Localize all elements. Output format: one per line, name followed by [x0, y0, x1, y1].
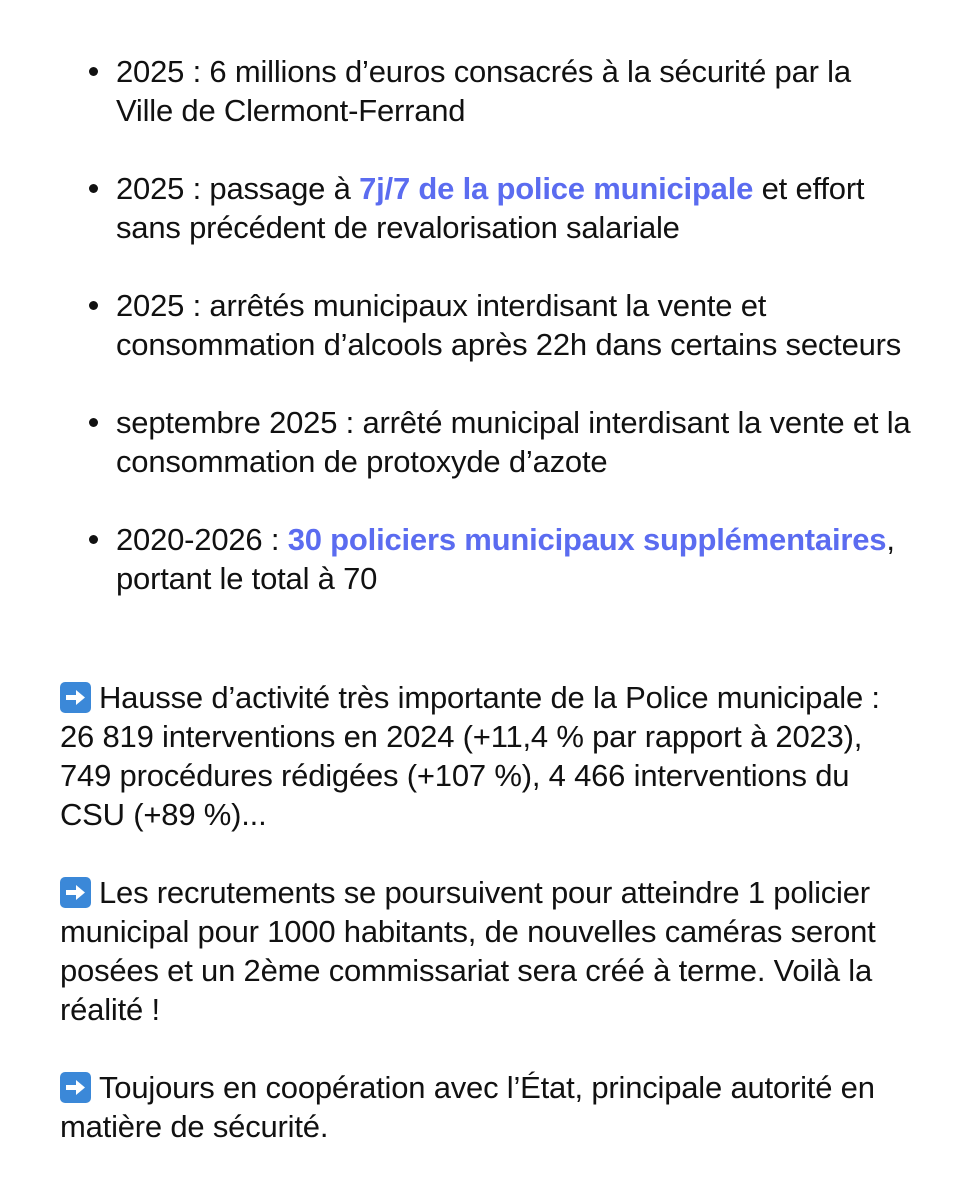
- bullet-text-suffix: et effort sans précédent de revalorisation salariale: [116, 171, 865, 245]
- paragraph-text: Les recrutements se poursuivent pour atteindre 1 policier municipal pour 1000 habitants, de nouvelles caméras seront posées et un 2ème commissariat sera créé à terme. Voilà la réalité !: [60, 875, 876, 1027]
- bullet-highlight: 7j/7 de la police municipale: [359, 171, 754, 206]
- list-item: [116, 520, 916, 598]
- list-item: [116, 52, 916, 130]
- list-item: [116, 169, 916, 247]
- paragraph-recruitment: [60, 873, 920, 1029]
- list-item: [116, 286, 916, 364]
- bullet-highlight: 30 policiers municipaux supplémentaires: [287, 522, 887, 557]
- paragraph-cooperation: [60, 1068, 920, 1146]
- bullet-text: 2025 : 6 millions d’euros consacrés à la sécurité par la Ville de Clermont-Ferrand: [116, 54, 851, 128]
- paragraph-text: Hausse d’activité très importante de la Police municipale : 26 819 interventions en 2024 (+11,4 % par rapport à 2023), 749 procédures rédigées (+107 %), 4 466 interventions du CSU (+89 %)...: [60, 680, 880, 832]
- paragraph-activity: [60, 678, 920, 834]
- right-arrow-icon: [60, 1072, 91, 1103]
- paragraph-text: Toujours en coopération avec l’État, principale autorité en matière de sécurité.: [60, 1070, 875, 1144]
- bullet-text: 2025 : passage à: [116, 171, 360, 206]
- bullet-text: 2025 : arrêtés municipaux interdisant la vente et consommation d’alcools après 22h dans certains secteurs: [116, 288, 902, 362]
- paragraph-blocks: [60, 678, 920, 1185]
- bullet-text: 2020-2026 :: [116, 522, 288, 557]
- bullet-text-suffix: , portant le total à 70: [116, 522, 895, 596]
- bullet-text: septembre 2025 : arrêté municipal interdisant la vente et la consommation de protoxyde d’azote: [116, 405, 911, 479]
- right-arrow-icon: [60, 877, 91, 908]
- list-item: [116, 403, 916, 481]
- bullet-list: [116, 52, 916, 637]
- right-arrow-icon: [60, 682, 91, 713]
